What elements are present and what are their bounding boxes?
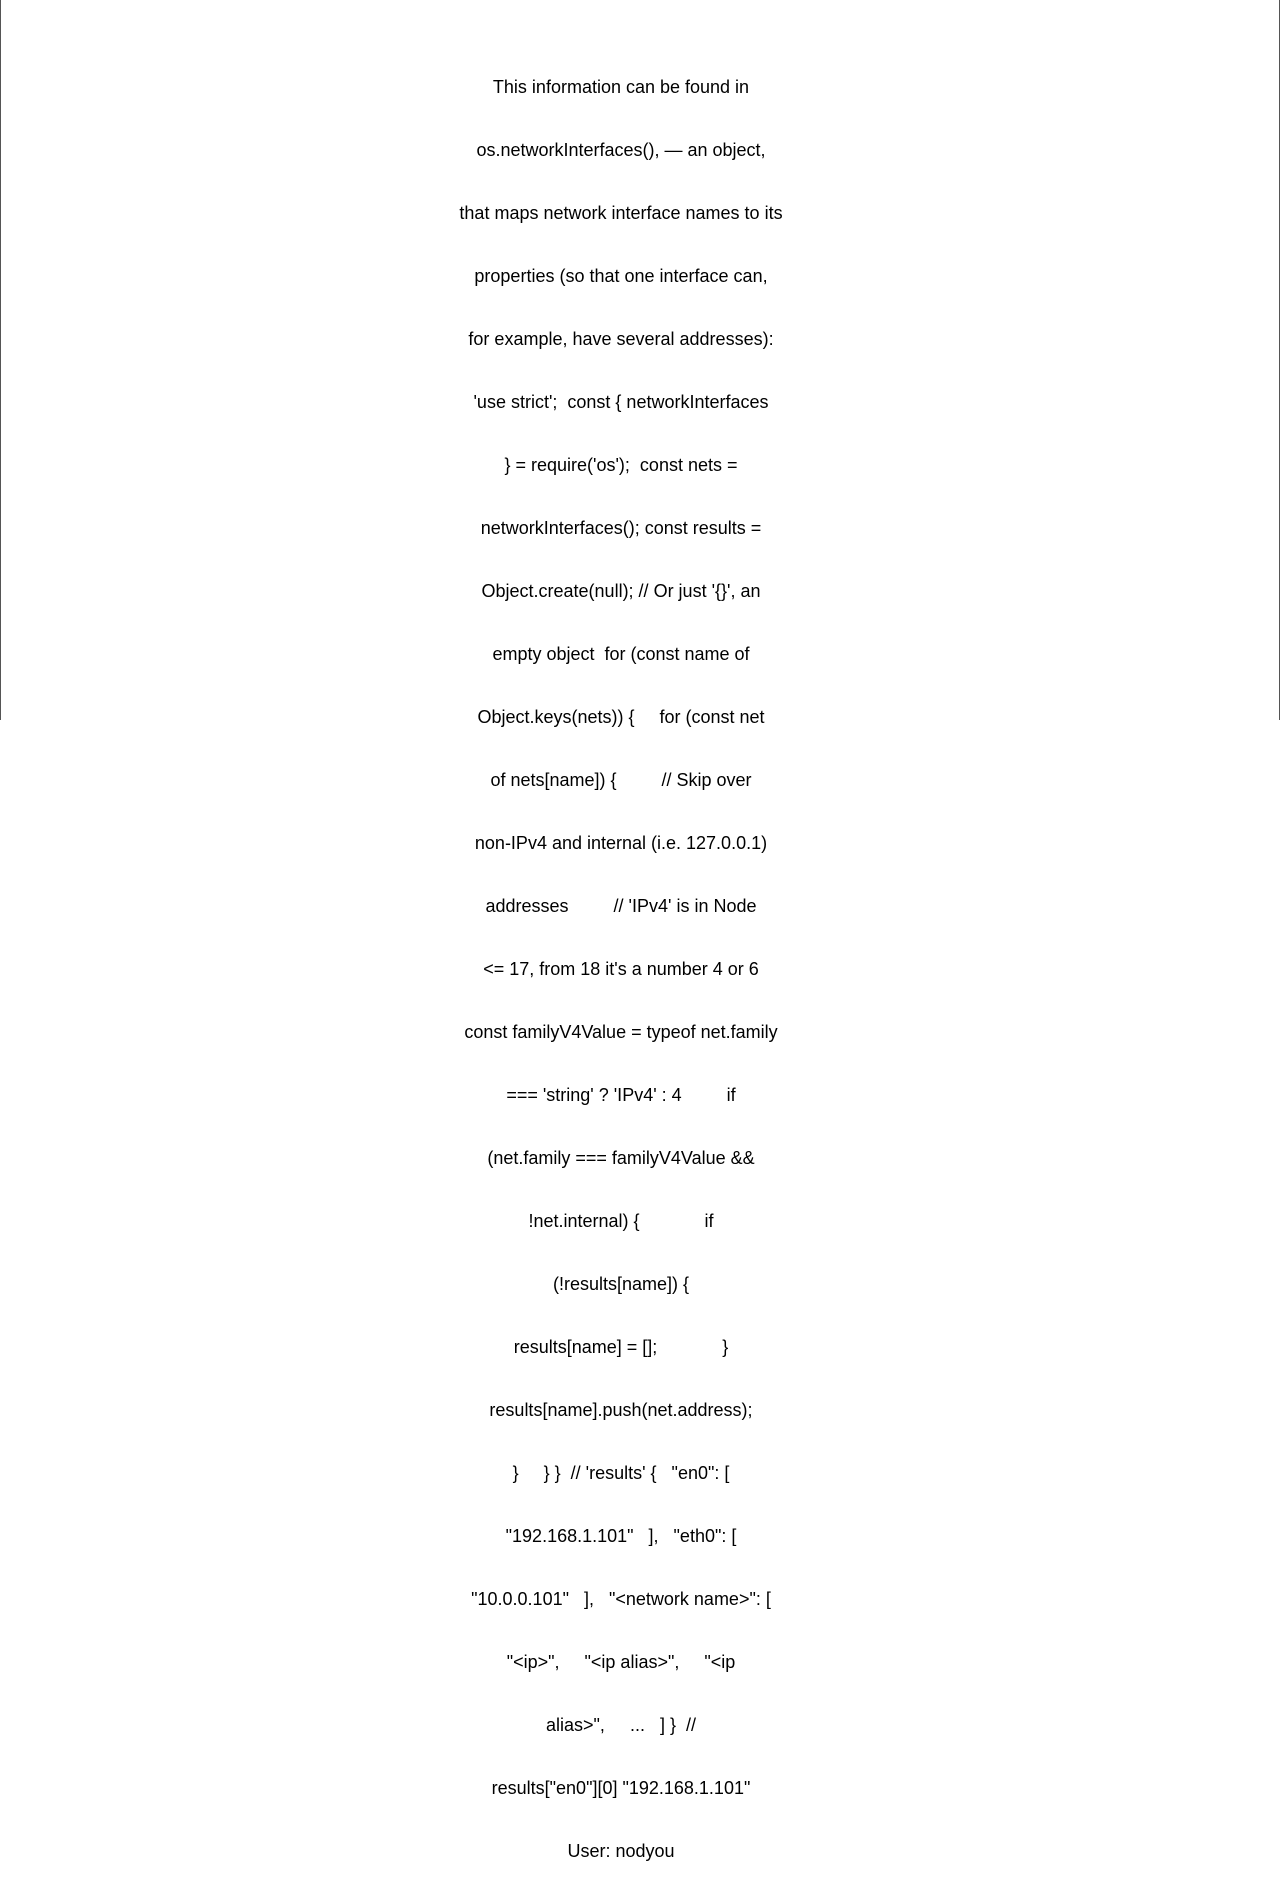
text-line: "<ip>", "<ip alias>", "<ip — [506, 1652, 736, 1672]
text-line: This information can be found in — [492, 77, 750, 97]
text-line: addresses // 'IPv4' is in Node — [485, 896, 757, 916]
text-line: 'use strict'; const { networkInterfaces — [473, 392, 769, 412]
text-line: "192.168.1.101" ], "eth0": [ — [505, 1526, 737, 1546]
document-text — [451, 35, 791, 1904]
text-line: <= 17, from 18 it's a number 4 or 6 — [483, 959, 759, 979]
text-line: of nets[name]) { // Skip over — [490, 770, 752, 790]
text-line: empty object for (const name of — [492, 644, 750, 664]
text-line: !net.internal) { if — [528, 1211, 714, 1231]
text-line: "10.0.0.101" ], "<network name>": [ — [471, 1589, 771, 1609]
text-line: (!results[name]) { — [552, 1274, 690, 1294]
text-line: === 'string' ? 'IPv4' : 4 if — [506, 1085, 736, 1105]
text-line: (net.family === familyV4Value && — [487, 1148, 755, 1168]
text-line: const familyV4Value = typeof net.family — [464, 1022, 778, 1042]
text-line: properties (so that one interface can, — [474, 266, 768, 286]
text-line: results["en0"][0] "192.168.1.101" — [491, 1778, 751, 1798]
text-line: } = require('os'); const nets = — [504, 455, 738, 475]
text-line: that maps network interface names to its — [459, 203, 783, 223]
text-line: } } } // 'results' { "en0": [ — [512, 1463, 730, 1483]
text-line: networkInterfaces(); const results = — [480, 518, 762, 538]
text-line: Object.keys(nets)) { for (const net — [477, 707, 765, 727]
text-line: os.networkInterfaces(), — an object, — [476, 140, 766, 160]
text-line: non-IPv4 and internal (i.e. 127.0.0.1) — [474, 833, 768, 853]
text-line: alias>", ... ] } // — [546, 1715, 696, 1735]
text-line: Object.create(null); // Or just '{}', an — [481, 581, 761, 601]
user-line: User: nodyou — [567, 1841, 675, 1861]
text-line: results[name] = []; } — [513, 1337, 729, 1357]
text-line: for example, have several addresses): — [468, 329, 774, 349]
text-line: results[name].push(net.address); — [489, 1400, 753, 1420]
